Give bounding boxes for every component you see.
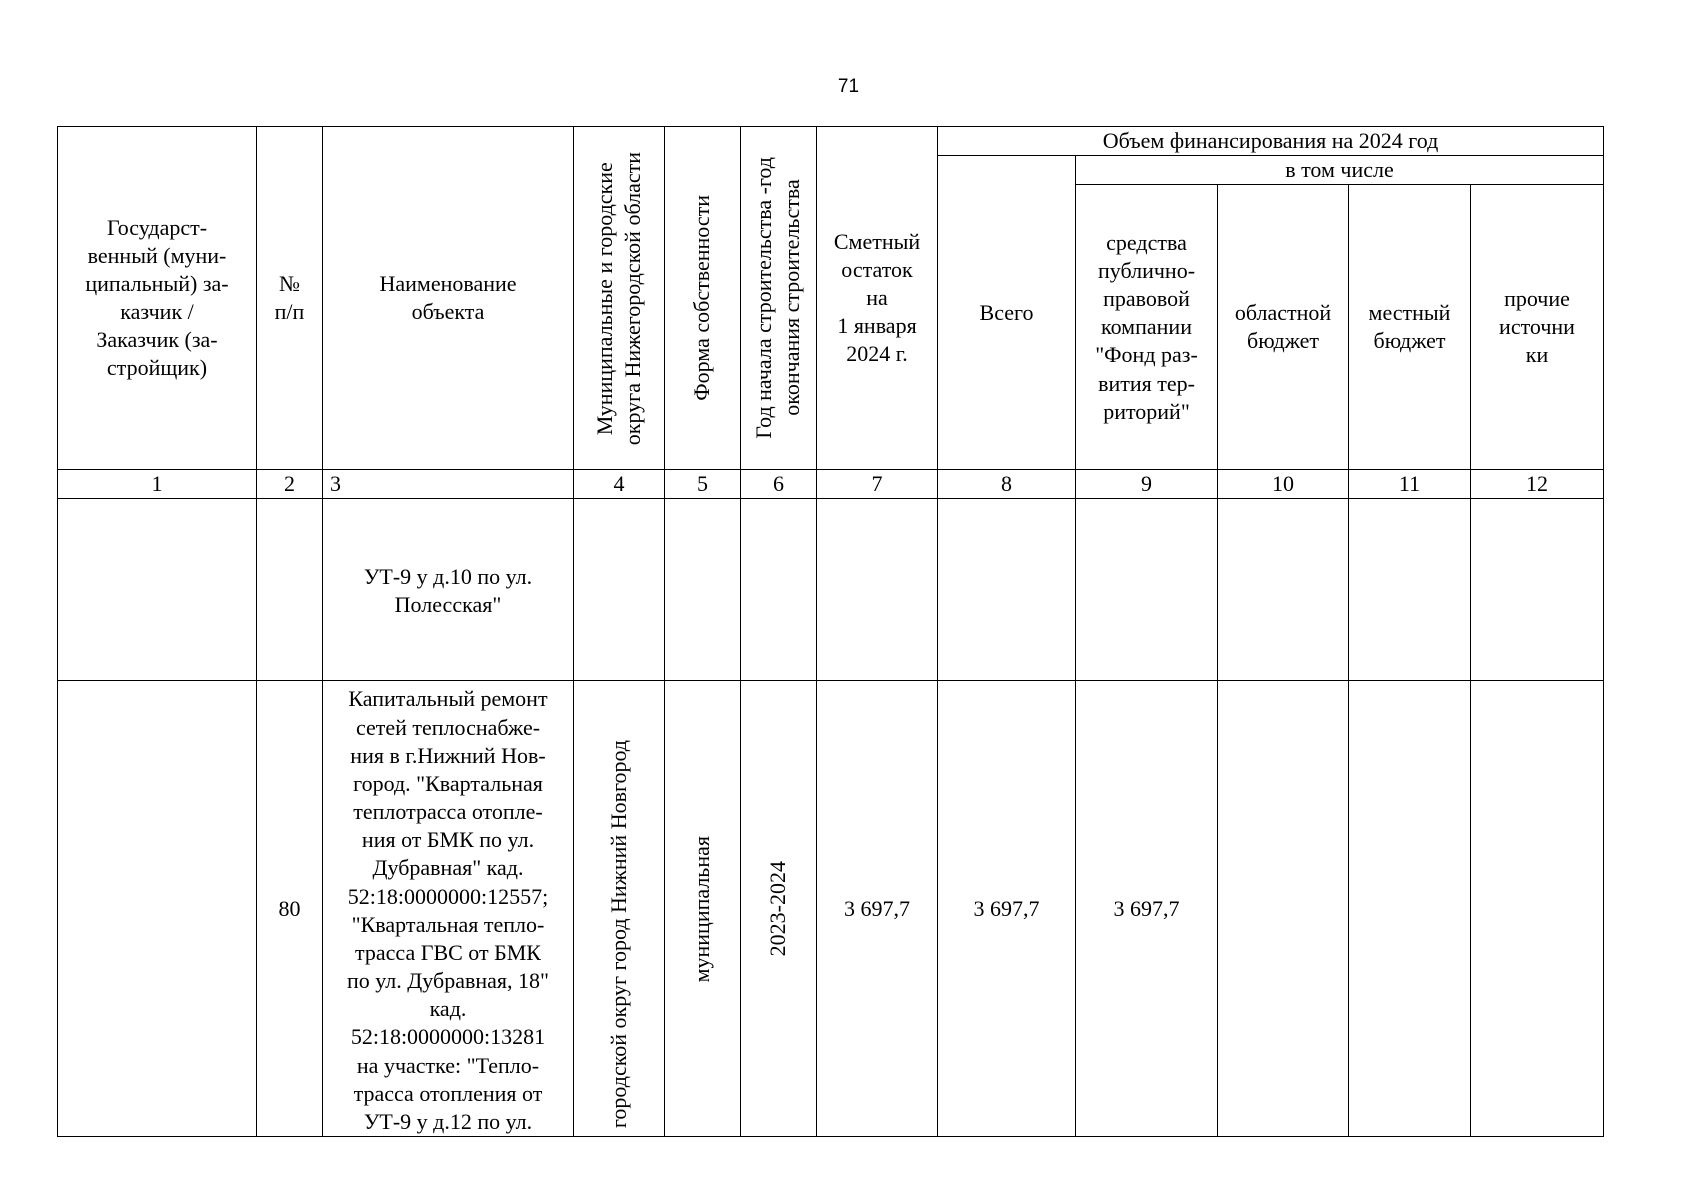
table-row [58, 681, 1604, 1137]
header-ownership: Форма собственности [665, 127, 741, 470]
cell-customer [58, 681, 257, 1137]
cell-total: 3 697,7 [938, 681, 1076, 1137]
cell-ownership: муниципальная [665, 681, 741, 1137]
cell-municipality [574, 499, 665, 681]
cell-years: 2023-2024 [741, 681, 817, 1137]
header-customer: Государст- венный (муни- ципальный) за- казчик / Заказчик (за- стройщик) [58, 127, 257, 470]
financing-table [57, 126, 1604, 1137]
header-regional: областной бюджет [1218, 185, 1349, 470]
column-number: 9 [1076, 470, 1218, 499]
header-num: № п/п [257, 127, 323, 470]
column-number: 6 [741, 470, 817, 499]
header-including: в том числе [1076, 156, 1604, 185]
header-object-name: Наименование объекта [323, 127, 574, 470]
cell-object-name: УТ-9 у д.10 по ул. Полесская" [323, 499, 574, 681]
column-numbers-row [58, 470, 1604, 499]
column-number: 12 [1471, 470, 1604, 499]
table-row [58, 499, 1604, 681]
header-total: Всего [938, 156, 1076, 470]
column-number: 5 [665, 470, 741, 499]
column-number: 1 [58, 470, 257, 499]
header-funding-group: Объем финансирования на 2024 год [938, 127, 1604, 156]
cell-object-name: Капитальный ремонт сетей теплоснабже- ния в г.Нижний Нов- город. "Квартальная теплотрасса отопле- ния от БМК по ул. Дубравная" кад. 52:18:0000000:12557; "Квартальная тепло- трасса ГВС от БМК по ул. Дубравная, 18" кад. 52:18:0000000:13281 на участке: "Тепло- трасса отопления от УТ-9 у д.12 по ул. [323, 681, 574, 1137]
cell-fund [1076, 499, 1218, 681]
cell-other [1471, 499, 1604, 681]
cell-customer [58, 499, 257, 681]
header-years: Год начала строительства -год окончания строительства [741, 127, 817, 470]
column-number: 3 [323, 470, 574, 499]
page-number: 71 [837, 76, 860, 97]
cell-local [1349, 499, 1471, 681]
cell-num: 80 [257, 681, 323, 1137]
column-number: 8 [938, 470, 1076, 499]
cell-estimate: 3 697,7 [817, 681, 938, 1137]
column-number: 11 [1349, 470, 1471, 499]
header-other: прочие источни ки [1471, 185, 1604, 470]
header-local: местный бюджет [1349, 185, 1471, 470]
header-municipality: Муниципальные и городские округа Нижегородской области [574, 127, 665, 470]
cell-regional [1218, 499, 1349, 681]
header-estimate-remainder: Сметный остаток на 1 января 2024 г. [817, 127, 938, 470]
cell-fund: 3 697,7 [1076, 681, 1218, 1137]
column-number: 7 [817, 470, 938, 499]
header-fund: средства публично- правовой компании "Фонд раз- вития тер- риторий" [1076, 185, 1218, 470]
cell-regional [1218, 681, 1349, 1137]
column-number: 2 [257, 470, 323, 499]
cell-other [1471, 681, 1604, 1137]
cell-num [257, 499, 323, 681]
cell-estimate [817, 499, 938, 681]
column-number: 4 [574, 470, 665, 499]
cell-local [1349, 681, 1471, 1137]
cell-total [938, 499, 1076, 681]
column-number: 10 [1218, 470, 1349, 499]
cell-ownership [665, 499, 741, 681]
cell-years [741, 499, 817, 681]
cell-municipality: городской округ город Нижний Новгород [574, 681, 665, 1137]
